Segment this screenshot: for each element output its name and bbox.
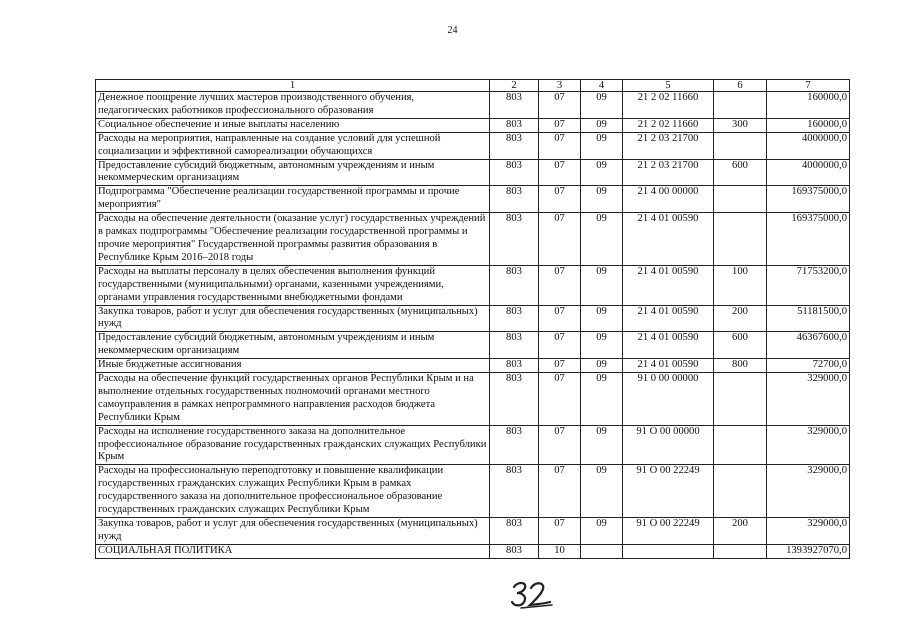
row-target-article: 21 4 01 00590 — [623, 305, 714, 332]
header-row — [96, 80, 850, 92]
row-subsection: 09 — [581, 213, 623, 266]
row-name: Закупка товаров, работ и услуг для обеспечения государственных (муниципальных) нужд — [96, 518, 490, 545]
row-expense-type: 200 — [714, 518, 767, 545]
row-target-article: 21 4 01 00590 — [623, 332, 714, 359]
row-subsection: 09 — [581, 159, 623, 186]
row-subsection — [581, 544, 623, 558]
row-subsection: 09 — [581, 132, 623, 159]
row-section: 07 — [539, 118, 581, 132]
row-section: 07 — [539, 359, 581, 373]
row-subsection: 09 — [581, 359, 623, 373]
row-amount: 4000000,0 — [767, 132, 850, 159]
row-amount: 329000,0 — [767, 373, 850, 426]
row-amount: 169375000,0 — [767, 213, 850, 266]
row-grbs: 803 — [490, 373, 539, 426]
header-cell: 6 — [714, 80, 767, 92]
header-cell: 3 — [539, 80, 581, 92]
row-subsection: 09 — [581, 92, 623, 119]
row-grbs: 803 — [490, 305, 539, 332]
handwritten-page-number — [508, 578, 558, 610]
row-amount: 71753200,0 — [767, 265, 850, 305]
row-section: 07 — [539, 518, 581, 545]
row-subsection: 09 — [581, 118, 623, 132]
row-name: Денежное поощрение лучших мастеров производственного обучения, педагогических работников профессионального образования — [96, 92, 490, 119]
row-subsection: 09 — [581, 332, 623, 359]
row-section: 07 — [539, 465, 581, 518]
row-subsection: 09 — [581, 465, 623, 518]
row-name: Закупка товаров, работ и услуг для обеспечения государственных (муниципальных) нужд — [96, 305, 490, 332]
row-target-article: 91 0 00 00000 — [623, 373, 714, 426]
row-subsection: 09 — [581, 265, 623, 305]
row-amount: 329000,0 — [767, 425, 850, 465]
row-grbs: 803 — [490, 132, 539, 159]
header-cell: 7 — [767, 80, 850, 92]
header-cell: 4 — [581, 80, 623, 92]
row-grbs: 803 — [490, 332, 539, 359]
row-grbs: 803 — [490, 159, 539, 186]
row-expense-type — [714, 425, 767, 465]
table-row — [96, 518, 850, 545]
row-subsection: 09 — [581, 305, 623, 332]
row-target-article: 21 4 01 00590 — [623, 265, 714, 305]
row-section: 07 — [539, 265, 581, 305]
table-row — [96, 544, 850, 558]
row-grbs: 803 — [490, 118, 539, 132]
row-name: Иные бюджетные ассигнования — [96, 359, 490, 373]
row-target-article: 21 2 02 11660 — [623, 118, 714, 132]
row-expense-type — [714, 92, 767, 119]
row-name: Предоставление субсидий бюджетным, автономным учреждениям и иным некоммерческим организациям — [96, 332, 490, 359]
row-amount: 51181500,0 — [767, 305, 850, 332]
row-name: Предоставление субсидий бюджетным, автономным учреждениям и иным некоммерческим организациям — [96, 159, 490, 186]
row-expense-type: 600 — [714, 332, 767, 359]
row-section: 07 — [539, 332, 581, 359]
row-amount: 329000,0 — [767, 518, 850, 545]
row-grbs: 803 — [490, 465, 539, 518]
table-row — [96, 373, 850, 426]
row-target-article: 91 О 00 22249 — [623, 465, 714, 518]
row-amount: 72700,0 — [767, 359, 850, 373]
row-grbs: 803 — [490, 518, 539, 545]
row-name: Подпрограмма "Обеспечение реализации государственной программы и прочие мероприятия" — [96, 186, 490, 213]
row-section: 07 — [539, 159, 581, 186]
table-row — [96, 265, 850, 305]
budget-table — [95, 79, 850, 559]
table-row — [96, 465, 850, 518]
header-cell: 1 — [96, 80, 490, 92]
row-target-article: 91 О 00 00000 — [623, 425, 714, 465]
table-row — [96, 359, 850, 373]
table-row — [96, 92, 850, 119]
row-subsection: 09 — [581, 425, 623, 465]
row-subsection: 09 — [581, 373, 623, 426]
row-section: 10 — [539, 544, 581, 558]
row-name: Расходы на обеспечение деятельности (оказание услуг) государственных учреждений в рамках подпрограммы "Обеспечение реализации государственной программы и прочие мероприятия" Государственной программы развития образования в Республике Крым 2016–2018 годы — [96, 213, 490, 266]
table-row — [96, 186, 850, 213]
row-expense-type: 600 — [714, 159, 767, 186]
row-target-article — [623, 544, 714, 558]
row-section: 07 — [539, 213, 581, 266]
row-target-article: 21 4 00 00000 — [623, 186, 714, 213]
row-target-article: 21 4 01 00590 — [623, 213, 714, 266]
row-name: Расходы на обеспечение функций государственных органов Республики Крым и на выполнение отдельных государственных полномочий органами местного самоуправления в рамках непрограммного направления расходов бюджета Республики Крым — [96, 373, 490, 426]
row-section: 07 — [539, 425, 581, 465]
row-name: Расходы на исполнение государственного заказа на дополнительное профессиональное образование государственных гражданских служащих Республики Крым — [96, 425, 490, 465]
row-target-article: 21 4 01 00590 — [623, 359, 714, 373]
row-name: Расходы на выплаты персоналу в целях обеспечения выполнения функций государственными (муниципальными) органами, казенными учреждениями, органами управления государственными внебюджетными фондами — [96, 265, 490, 305]
row-name: СОЦИАЛЬНАЯ ПОЛИТИКА — [96, 544, 490, 558]
row-grbs: 803 — [490, 359, 539, 373]
row-expense-type — [714, 373, 767, 426]
row-amount: 160000,0 — [767, 118, 850, 132]
row-subsection: 09 — [581, 186, 623, 213]
row-name: Расходы на профессиональную переподготовку и повышение квалификации государственных гражданских служащих Республики Крым в рамках государственного заказа на дополнительное профессиональное образование государственных гражданских служащих Республики Крым — [96, 465, 490, 518]
row-name: Социальное обеспечение и иные выплаты населению — [96, 118, 490, 132]
row-section: 07 — [539, 186, 581, 213]
row-expense-type — [714, 544, 767, 558]
row-name: Расходы на мероприятия, направленные на создание условий для успешной социализации и эффективной самореализации обучающихся — [96, 132, 490, 159]
table-row — [96, 425, 850, 465]
row-section: 07 — [539, 132, 581, 159]
row-subsection: 09 — [581, 518, 623, 545]
row-amount: 46367600,0 — [767, 332, 850, 359]
header-cell: 5 — [623, 80, 714, 92]
row-amount: 329000,0 — [767, 465, 850, 518]
row-grbs: 803 — [490, 186, 539, 213]
row-grbs: 803 — [490, 544, 539, 558]
table-row — [96, 132, 850, 159]
row-target-article: 91 О 00 22249 — [623, 518, 714, 545]
row-target-article: 21 2 03 21700 — [623, 132, 714, 159]
header-cell: 2 — [490, 80, 539, 92]
table-row — [96, 159, 850, 186]
row-expense-type — [714, 186, 767, 213]
row-section: 07 — [539, 92, 581, 119]
row-target-article: 21 2 03 21700 — [623, 159, 714, 186]
row-expense-type: 100 — [714, 265, 767, 305]
table-row — [96, 213, 850, 266]
row-grbs: 803 — [490, 213, 539, 266]
row-grbs: 803 — [490, 92, 539, 119]
table-row — [96, 332, 850, 359]
row-expense-type — [714, 465, 767, 518]
table-row — [96, 305, 850, 332]
table-row — [96, 118, 850, 132]
row-expense-type: 800 — [714, 359, 767, 373]
row-section: 07 — [539, 305, 581, 332]
row-expense-type: 300 — [714, 118, 767, 132]
row-expense-type — [714, 132, 767, 159]
row-amount: 4000000,0 — [767, 159, 850, 186]
row-section: 07 — [539, 373, 581, 426]
row-expense-type — [714, 213, 767, 266]
page-number: 24 — [447, 25, 458, 36]
row-grbs: 803 — [490, 425, 539, 465]
row-grbs: 803 — [490, 265, 539, 305]
row-amount: 1393927070,0 — [767, 544, 850, 558]
row-expense-type: 200 — [714, 305, 767, 332]
row-target-article: 21 2 02 11660 — [623, 92, 714, 119]
row-amount: 160000,0 — [767, 92, 850, 119]
row-amount: 169375000,0 — [767, 186, 850, 213]
